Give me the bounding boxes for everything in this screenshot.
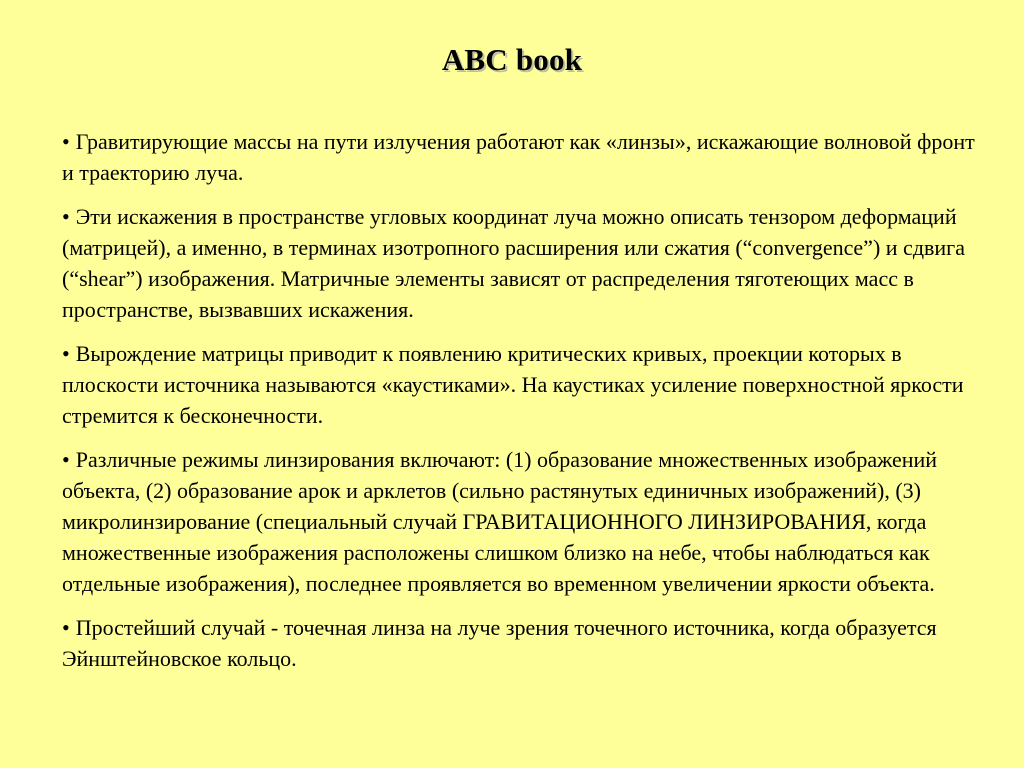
bullet-item [62, 126, 982, 188]
bullet-text: Различные режимы линзирования включают: (1) образование множественных изображений объекта, (2) образование арок и арклетов (сильно растянутых единичных изображений), (3) микролинзирование (специальный случай ГРАВИТАЦИОННОГО ЛИНЗИРОВАНИЯ, когда множественные изображения расположены слишком близко на небе, чтобы наблюдаться как отдельные изображения), последнее проявляется во временном увеличении яркости объекта. [62, 447, 938, 596]
bullet-text: Гравитирующие массы на пути излучения работают как «линзы», искажающие волновой фронт и траекторию луча. [62, 129, 975, 185]
bullet-marker: • [62, 341, 70, 366]
bullet-text: Вырождение матрицы приводит к появлению критических кривых, проекции которых в плоскости источника называются «каустиками». На каустиках усиление поверхностной яркости стремится к бесконечности. [62, 341, 964, 428]
bullet-marker: • [62, 204, 70, 229]
slide-title: ABC book [441, 42, 583, 77]
bullet-text: Эти искажения в пространстве угловых координат луча можно описать тензором деформаций (матрицей), а именно, в терминах изотропного расширения или сжатия (“convergence”) и сдвига (“shear”) изображения. Матричные элементы зависят от распределения тяготеющих масс в пространстве, вызвавших искажения. [62, 204, 965, 322]
bullet-item [62, 612, 982, 674]
bullet-marker: • [62, 447, 70, 472]
bullet-item [62, 338, 982, 431]
bullet-item [62, 444, 982, 599]
bullet-marker: • [62, 615, 70, 640]
bullet-item [62, 201, 982, 325]
slide-body [62, 126, 982, 687]
bullet-marker: • [62, 129, 70, 154]
bullet-text: Простейший случай - точечная линза на луче зрения точечного источника, когда образуется Эйнштейновское кольцо. [62, 615, 937, 671]
